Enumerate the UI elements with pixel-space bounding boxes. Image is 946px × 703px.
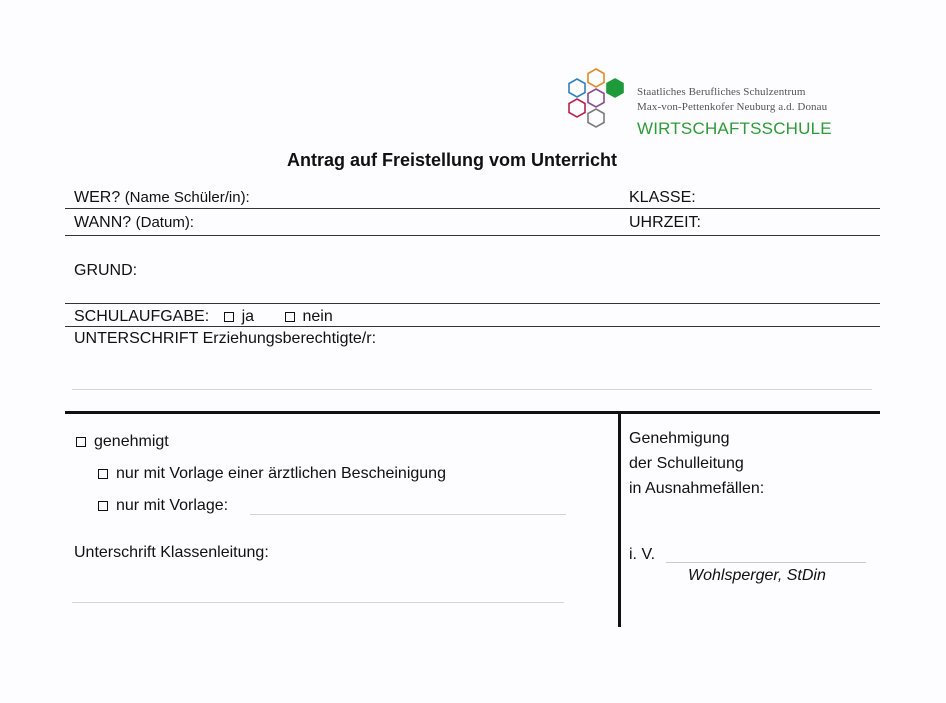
divider bbox=[65, 303, 880, 304]
wann-field[interactable] bbox=[206, 213, 616, 233]
klasse-label: KLASSE: bbox=[629, 189, 696, 206]
signature-line bbox=[72, 389, 872, 390]
genehmigt-option[interactable] bbox=[76, 433, 169, 451]
hexagon-logo-icon bbox=[566, 68, 630, 136]
vorlage-field[interactable] bbox=[250, 496, 566, 514]
checkbox-icon[interactable] bbox=[224, 312, 234, 322]
option-ja-label: ja bbox=[241, 308, 255, 325]
vorlage-line bbox=[250, 514, 566, 515]
wann-label: WANN? bbox=[74, 214, 132, 231]
klasse-field[interactable] bbox=[700, 188, 878, 208]
checkbox-icon[interactable] bbox=[76, 437, 86, 447]
genehmigt-label: genehmigt bbox=[94, 433, 169, 450]
grund-label: GRUND: bbox=[74, 262, 138, 279]
schulaufgabe-label: SCHULAUFGABE: bbox=[74, 308, 210, 325]
klassenleitung-field[interactable] bbox=[72, 568, 564, 602]
klassenleitung-line bbox=[72, 602, 564, 603]
unterschrift-label: UNTERSCHRIFT Erziehungsberechtigte/r: bbox=[74, 330, 377, 347]
vertical-divider bbox=[618, 413, 621, 627]
wann-hint: (Datum): bbox=[135, 214, 194, 231]
wer-label-group bbox=[74, 189, 250, 207]
schulleitung-signature-line bbox=[666, 562, 866, 563]
iv-label: i. V. bbox=[629, 546, 656, 563]
option-nein-label: nein bbox=[302, 308, 333, 325]
divider bbox=[65, 235, 880, 236]
arzt-option[interactable] bbox=[98, 465, 446, 483]
wer-hint: (Name Schüler/in): bbox=[124, 189, 250, 206]
page-title: Antrag auf Freistellung vom Unterricht bbox=[287, 150, 618, 170]
wer-field[interactable] bbox=[262, 188, 617, 208]
school-logo bbox=[566, 68, 630, 136]
vorlage-option[interactable] bbox=[98, 497, 228, 515]
klassenleitung-label: Unterschrift Klassenleitung: bbox=[74, 544, 269, 561]
unterschrift-field[interactable] bbox=[72, 352, 872, 388]
checkbox-icon[interactable] bbox=[285, 312, 295, 322]
schulleitung-signature-field[interactable] bbox=[666, 544, 866, 562]
schulleitung-line-1: Genehmigung bbox=[629, 430, 730, 447]
schulleitung-line-2: der Schulleitung bbox=[629, 455, 744, 472]
logo-line-2: Max-von-Pettenkofer Neuburg a.d. Donau bbox=[637, 101, 828, 113]
uhrzeit-label: UHRZEIT: bbox=[629, 214, 701, 231]
uhrzeit-field[interactable] bbox=[710, 213, 878, 233]
checkbox-icon[interactable] bbox=[98, 469, 108, 479]
vorlage-label: nur mit Vorlage: bbox=[116, 497, 229, 514]
arzt-label: nur mit Vorlage einer ärztlichen Bescheinigung bbox=[116, 465, 446, 482]
checkbox-ja[interactable] bbox=[224, 308, 254, 325]
divider bbox=[65, 326, 880, 327]
wann-label-group bbox=[74, 214, 194, 232]
signer-name: Wohlsperger, StDin bbox=[688, 567, 826, 584]
schulaufgabe-row bbox=[74, 308, 333, 326]
grund-field[interactable] bbox=[140, 244, 878, 300]
logo-line-1: Staatliches Berufliches Schulzentrum bbox=[637, 86, 806, 98]
checkbox-nein[interactable] bbox=[285, 308, 333, 325]
divider bbox=[65, 208, 880, 209]
wer-label: WER? bbox=[74, 189, 121, 206]
logo-line-3: WIRTSCHAFTSSCHULE bbox=[637, 119, 832, 138]
schulleitung-line-3: in Ausnahmefällen: bbox=[629, 480, 765, 497]
section-divider bbox=[65, 411, 880, 414]
checkbox-icon[interactable] bbox=[98, 501, 108, 511]
